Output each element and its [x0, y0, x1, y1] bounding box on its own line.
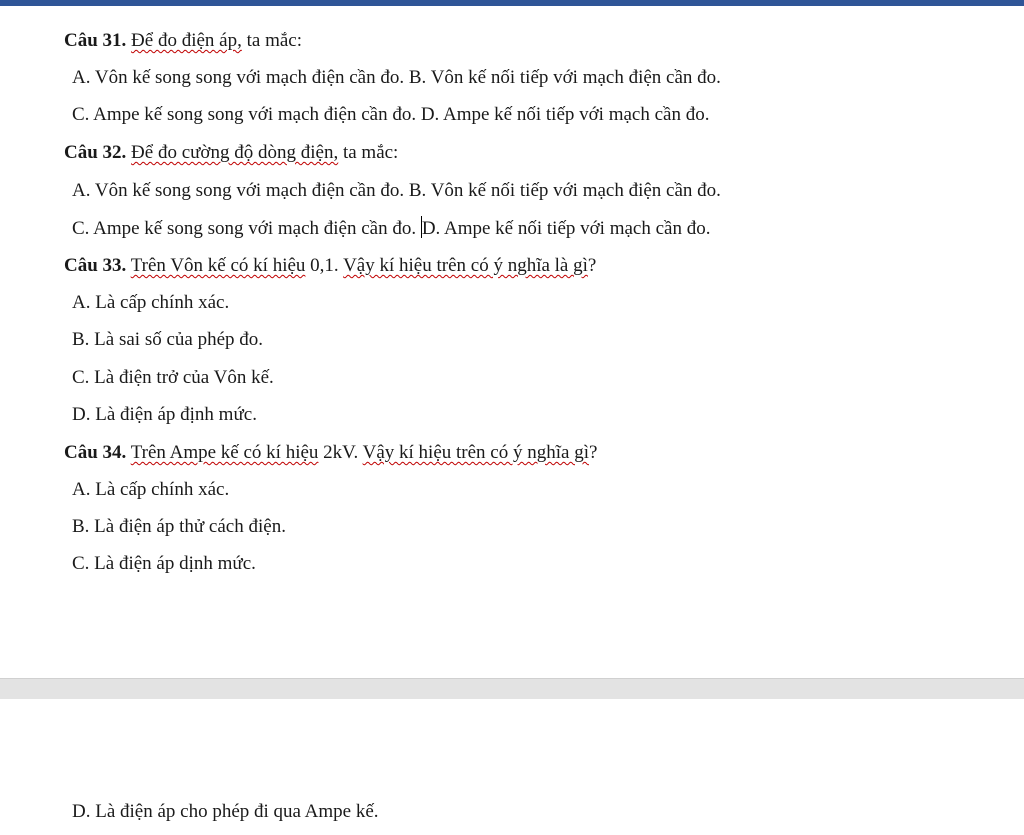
question-31-options-line-1: A. Vôn kế song song với mạch điện cần đo. B. Vôn kế nối tiếp với mạch điện cần đo.: [72, 67, 721, 88]
question-33-option-a: A. Là cấp chính xác.: [72, 292, 230, 313]
question-32-options-line-2: [72, 216, 710, 241]
question-34: [64, 441, 597, 465]
page-break-gap: [0, 678, 1024, 700]
question-stem-rest: ta mắc:: [241, 30, 302, 51]
question-31-options-line-2: C. Ampe kế song song với mạch điện cần đo. D. Ampe kế nối tiếp với mạch cần đo.: [72, 104, 710, 125]
option-c-text: C. Ampe kế song song với mạch điện cần đo.: [72, 218, 421, 239]
question-stem-mid: 0,1.: [305, 255, 344, 276]
option-d-text: D. Ampe kế nối tiếp với mạch cần đo.: [421, 218, 711, 239]
question-number: Câu 31.: [64, 30, 127, 51]
question-32: [64, 141, 398, 165]
question-stem-2: Vậy kí hiệu trên có ý nghĩa gì: [362, 442, 589, 463]
question-stem: Để đo điện áp,: [131, 30, 242, 51]
question-34-option-d: D. Là điện áp cho phép đi qua Ampe kế.: [72, 801, 379, 822]
document-page-1[interactable]: [0, 6, 1024, 678]
question-stem-end: ?: [588, 442, 598, 463]
question-34-option-a: A. Là cấp chính xác.: [72, 479, 230, 500]
question-stem-rest: ta mắc:: [338, 142, 399, 163]
question-31: [64, 29, 302, 53]
question-stem: Trên Ampe kế có kí hiệu: [130, 442, 319, 463]
question-stem-2: Vậy kí hiệu trên có ý nghĩa là gì: [343, 255, 588, 276]
question-number: Câu 34.: [64, 442, 127, 463]
question-34-option-c: C. Là điện áp dịnh mức.: [72, 553, 256, 574]
question-stem-mid: 2kV.: [318, 442, 363, 463]
question-32-options-line-1: A. Vôn kế song song với mạch điện cần đo. B. Vôn kế nối tiếp với mạch điện cần đo.: [72, 180, 721, 201]
question-stem: Để đo cường độ dòng điện,: [131, 142, 339, 163]
question-33: [64, 254, 596, 278]
question-stem: Trên Vôn kế có kí hiệu: [130, 255, 306, 276]
question-33-option-c: C. Là điện trở của Vôn kế.: [72, 367, 274, 388]
question-number: Câu 32.: [64, 142, 127, 163]
document-page-2[interactable]: [0, 699, 1024, 835]
question-number: Câu 33.: [64, 255, 127, 276]
question-stem-end: ?: [587, 255, 597, 276]
question-33-option-b: B. Là sai số của phép đo.: [72, 329, 264, 350]
question-34-option-b: B. Là điện áp thử cách điện.: [72, 516, 286, 537]
question-33-option-d: D. Là điện áp định mức.: [72, 404, 257, 425]
